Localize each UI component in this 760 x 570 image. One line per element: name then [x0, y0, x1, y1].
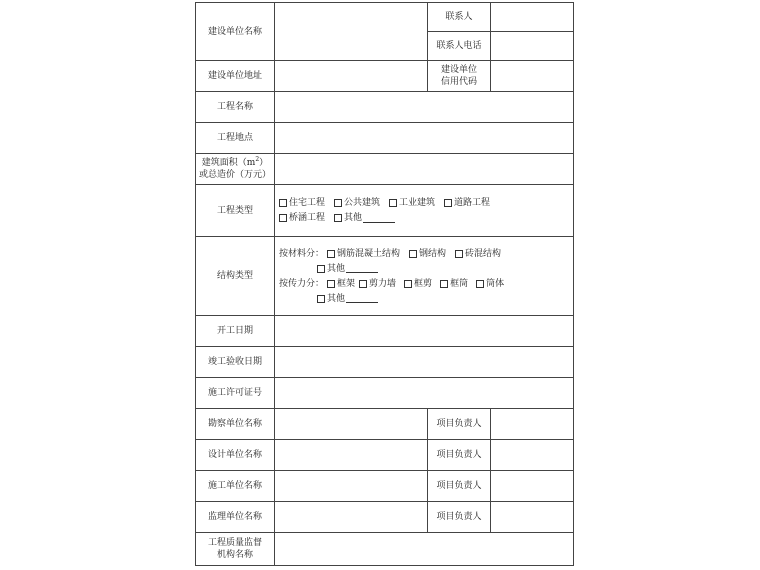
- design-unit-label: 设计单位名称: [196, 440, 275, 471]
- completion-date-field[interactable]: [275, 347, 574, 378]
- structure-type-options: [275, 237, 574, 316]
- credit-code-label: 建设单位 信用代码: [428, 61, 491, 92]
- other-blank[interactable]: [363, 214, 395, 223]
- checkbox-icon: [409, 250, 417, 258]
- construction-unit-name-field[interactable]: [275, 3, 428, 61]
- project-type-option[interactable]: 公共建筑: [334, 197, 380, 209]
- checkbox-icon: [455, 250, 463, 258]
- project-type-option[interactable]: 工业建筑: [389, 197, 435, 209]
- by-material-prefix: 按材料分：: [279, 248, 325, 259]
- checkbox-icon: [327, 250, 335, 258]
- material-option[interactable]: 砖混结构: [455, 248, 501, 260]
- material-option[interactable]: 钢筋混凝土结构: [327, 248, 400, 260]
- construction-unit-name-label: 建设单位名称: [196, 3, 275, 61]
- supervision-unit-field[interactable]: [275, 502, 428, 533]
- project-type-option[interactable]: 其他: [334, 212, 395, 224]
- checkbox-icon: [404, 280, 412, 288]
- project-leader-label: 项目负责人: [428, 502, 491, 533]
- project-leader-label: 项目负责人: [428, 440, 491, 471]
- project-name-label: 工程名称: [196, 92, 275, 123]
- design-unit-field[interactable]: [275, 440, 428, 471]
- credit-code-field[interactable]: [491, 61, 574, 92]
- force-option[interactable]: 筒体: [476, 278, 504, 290]
- by-force-prefix: 按传力分：: [279, 278, 325, 289]
- project-type-option[interactable]: 桥涵工程: [279, 212, 325, 224]
- checkbox-icon: [389, 199, 397, 207]
- start-date-field[interactable]: [275, 316, 574, 347]
- force-option[interactable]: 框剪: [404, 278, 432, 290]
- project-leader-field[interactable]: [491, 502, 574, 533]
- survey-unit-field[interactable]: [275, 409, 428, 440]
- build-unit-field[interactable]: [275, 471, 428, 502]
- contact-label: 联系人: [428, 3, 491, 32]
- other-blank[interactable]: [346, 294, 378, 303]
- other-blank[interactable]: [346, 264, 378, 273]
- force-option[interactable]: 框筒: [440, 278, 468, 290]
- checkbox-icon: [317, 295, 325, 303]
- quality-agency-label: 工程质量监督 机构名称: [196, 533, 275, 566]
- quality-agency-field[interactable]: [275, 533, 574, 566]
- construction-unit-address-label: 建设单位地址: [196, 61, 275, 92]
- supervision-unit-label: 监理单位名称: [196, 502, 275, 533]
- checkbox-icon: [279, 214, 287, 222]
- checkbox-icon: [317, 265, 325, 273]
- material-option[interactable]: 钢结构: [409, 248, 446, 260]
- force-option[interactable]: 其他: [317, 293, 378, 305]
- checkbox-icon: [476, 280, 484, 288]
- contact-field[interactable]: [491, 3, 574, 32]
- project-type-option[interactable]: 住宅工程: [279, 197, 325, 209]
- checkbox-icon: [444, 199, 452, 207]
- checkbox-icon: [279, 199, 287, 207]
- checkbox-icon: [440, 280, 448, 288]
- project-location-label: 工程地点: [196, 123, 275, 154]
- project-location-field[interactable]: [275, 123, 574, 154]
- permit-no-field[interactable]: [275, 378, 574, 409]
- project-type-option[interactable]: 道路工程: [444, 197, 490, 209]
- build-unit-label: 施工单位名称: [196, 471, 275, 502]
- project-name-field[interactable]: [275, 92, 574, 123]
- project-registration-form: [195, 2, 574, 566]
- structure-type-label: 结构类型: [196, 237, 275, 316]
- survey-unit-label: 勘察单位名称: [196, 409, 275, 440]
- project-leader-field[interactable]: [491, 440, 574, 471]
- checkbox-icon: [334, 199, 342, 207]
- checkbox-icon: [359, 280, 367, 288]
- checkbox-icon: [334, 214, 342, 222]
- project-leader-label: 项目负责人: [428, 471, 491, 502]
- permit-no-label: 施工许可证号: [196, 378, 275, 409]
- project-leader-label: 项目负责人: [428, 409, 491, 440]
- checkbox-icon: [327, 280, 335, 288]
- area-or-cost-label: 建筑面积$(m^2)$ 或总造价（万元）: [196, 154, 275, 185]
- project-type-options: [275, 185, 574, 237]
- contact-phone-field[interactable]: [491, 32, 574, 61]
- material-option[interactable]: 其他: [317, 263, 378, 275]
- force-option[interactable]: 剪力墙: [359, 278, 396, 290]
- construction-unit-address-field[interactable]: [275, 61, 428, 92]
- project-leader-field[interactable]: [491, 471, 574, 502]
- start-date-label: 开工日期: [196, 316, 275, 347]
- area-or-cost-field[interactable]: [275, 154, 574, 185]
- contact-phone-label: 联系人电话: [428, 32, 491, 61]
- project-leader-field[interactable]: [491, 409, 574, 440]
- force-option[interactable]: 框架: [327, 278, 355, 290]
- project-type-label: 工程类型: [196, 185, 275, 237]
- completion-date-label: 竣工验收日期: [196, 347, 275, 378]
